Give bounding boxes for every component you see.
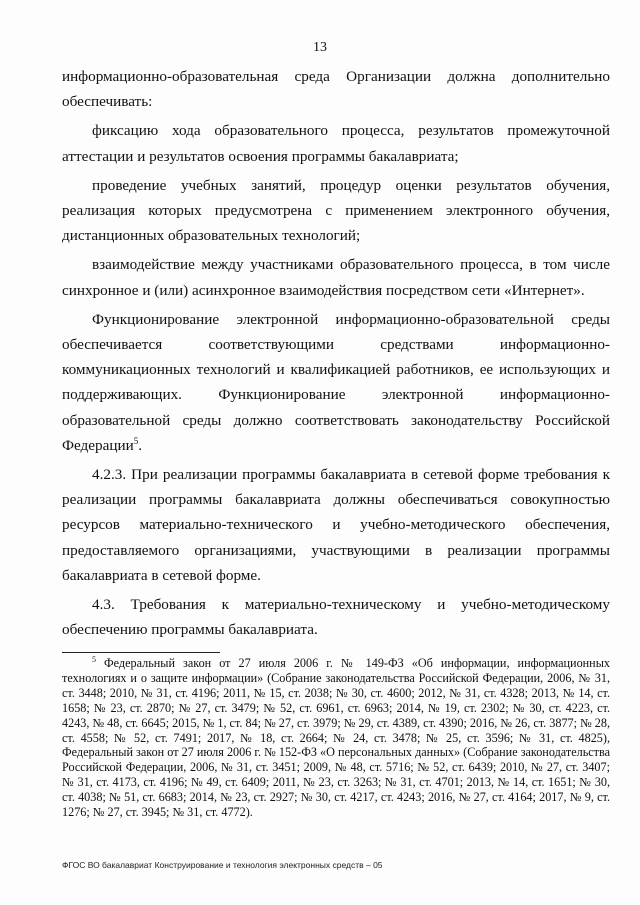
page-footer: ФГОС ВО бакалавриат Конструирование и технология электронных средств – 05: [62, 860, 383, 870]
page-number: 13: [313, 40, 327, 55]
paragraph-2: фиксацию хода образовательного процесса, результатов промежуточной аттестации и результатов освоения программы бакалавриата;: [62, 122, 610, 165]
footnote-reference[interactable]: 5: [133, 435, 139, 446]
paragraph-4: взаимодействие между участниками образовательного процесса, в том числе синхронное и (или) асинхронное взаимодействия посредством сети «Интернет».: [62, 256, 610, 299]
footnote-text: Федеральный закон от 27 июля 2006 г. № 149-ФЗ «Об информации, информационных технологиях и о защите информации» (Собрание законодательства Российской Федерации, 2006, № 31, ст. 3448; 2010, № 31, ст. 4196; 2011, № 15, ст. 2038; № 30, ст. 4600; 2012, № 31, ст. 4328; 2013, № 14, ст. 1658; № 23, ст. 2870; № 27, ст. 3479; № 52, ст. 6961, ст. 6963; 2014, № 19, ст. 2302; № 30, ст. 4223, ст. 4243, № 48, ст. 6645; 2015, № 1, ст. 84; № 27, ст. 3979; № 29, ст. 4389, ст. 4390; 2016, № 26, ст. 3877; № 28, ст. 4558; № 52, ст. 7491; 2017, № 18, ст. 2664; № 24, ст. 3478; № 25, ст. 3596; № 31, ст. 4825), Федеральный закон от 27 июля 2006 г. № 152-ФЗ «О персональных данных» (Собрание законодательства Российской Федерации, 2006, № 31, ст. 3451; 2009, № 48, ст. 5716; № 52, ст. 6439; 2010, № 27, ст. 3407; № 31, ст. 4173, ст. 4196; № 49, ст. 6409; 2011, № 23, ст. 3263; № 31, ст. 4701; 2013, № 14, ст. 1651; № 30, ст. 4038; № 51, ст. 6683; 2014, № 23, ст. 2927; № 30, ст. 4217, ст. 4243; 2016, № 27, ст. 4164; 2017, № 9, ст. 1276; № 27, ст. 3945; № 31, ст. 4772).: [62, 656, 610, 820]
paragraph-5: Функционирование электронной информационно-образовательной среды обеспечивается соответствующими средствами информационно-коммуникационных технологий и квалификацией работников, ее использующих и поддерживающих. Функционирование электронной информационно-образовательной среды должно соответствовать законодательству Российской Федерации$^5$.: [62, 310, 610, 454]
paragraph-3: проведение учебных занятий, процедур оценки результатов обучения, реализация которых предусмотрена с применением электронного обучения, дистанционных образовательных технологий;: [62, 176, 610, 245]
paragraph-4-3: 4.3. Требования к материально-техническому и учебно-методическому обеспечению программы бакалавриата.: [62, 596, 610, 639]
footnote-divider: [62, 652, 220, 653]
paragraph-5-text: Функционирование электронной информационно-образовательной среды обеспечивается соответствующими средствами информационно-коммуникационных технологий и квалификацией работников, ее использующих и поддерживающих. Функционирование электронной информационно-образовательной среды должно соответствовать законодательству Российской Федерации: [62, 310, 610, 454]
body-text: [62, 64, 610, 646]
paragraph-1: информационно-образовательная среда Организации должна дополнительно обеспечивать:: [62, 68, 610, 111]
footnote-number: 5: [92, 654, 96, 664]
footnote: [62, 656, 610, 820]
paragraph-4-2-3: 4.2.3. При реализации программы бакалавриата в сетевой форме требования к реализации программы бакалавриата должны обеспечиваться совокупностью ресурсов материально-технического и учебно-методического обеспечения, предоставляемого организациями, участвующими в реализации программы бакалавриата в сетевой форме.: [62, 466, 610, 584]
